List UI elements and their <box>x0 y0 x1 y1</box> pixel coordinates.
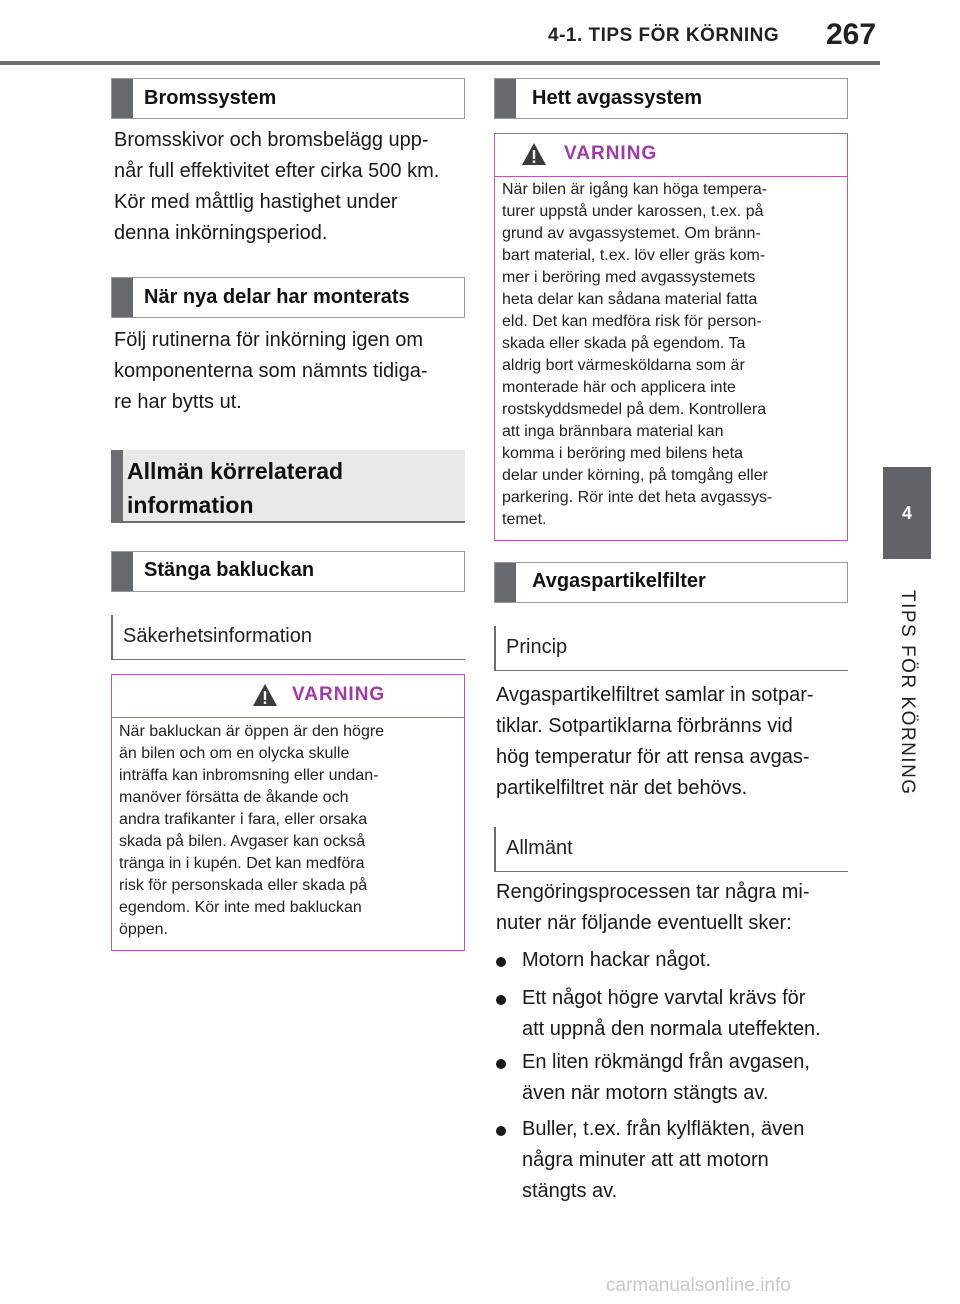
subheading-rule <box>494 871 848 872</box>
text-line: mer i beröring med avgassystemets <box>502 269 756 286</box>
heading-bar <box>112 278 133 317</box>
text-line: andra trafikanter i fara, eller orsaka <box>119 811 368 828</box>
section-heading-tailgate <box>111 551 465 592</box>
text-line: parkering. Rör inte det heta avgassys- <box>502 489 773 506</box>
text-line: inträffa kan inbromsning eller undan- <box>119 767 379 784</box>
text-line: att uppnå den normala uteffekten. <box>522 1018 821 1040</box>
chapter-label: TIPS FÖR KÖRNING <box>897 590 918 796</box>
text-line: nuter när följande eventuellt sker: <box>496 912 792 934</box>
subheading-principle <box>494 626 848 671</box>
text-line: även när motorn stängts av. <box>522 1082 769 1104</box>
warning-triangle-icon <box>252 683 278 707</box>
warning-header <box>495 134 847 177</box>
text-line: heta delar kan sådana material fatta <box>502 291 758 308</box>
text-line: komponenterna som nämnts tidiga- <box>114 360 428 382</box>
watermark: carmanualsonline.info <box>606 1275 791 1296</box>
text-line: När bakluckan är öppen är den högre <box>119 723 385 740</box>
text-line: tränga in i kupén. Det kan medföra <box>119 855 365 872</box>
heading-text: Hett avgassystem <box>532 87 703 109</box>
chapter-number: 4 <box>901 502 912 523</box>
heading-text <box>127 454 343 522</box>
bullet-text <box>522 983 821 1045</box>
heading-bar <box>495 79 516 118</box>
subheading-text: Princip <box>506 636 568 658</box>
bullet-text <box>522 1114 804 1207</box>
warning-triangle-icon <box>521 142 547 166</box>
text-line: når full effektivitet efter cirka 500 km. <box>114 160 440 182</box>
heading-text: Bromssystem <box>144 87 277 109</box>
text-line: En liten rökmängd från avgasen, <box>522 1051 810 1073</box>
text-line: Följ rutinerna för inkörning igen om <box>114 329 424 351</box>
heading-line: information <box>127 492 254 518</box>
heading-bar <box>112 552 133 591</box>
subheading-bar <box>111 615 113 660</box>
bullet-item <box>496 1047 846 1109</box>
text-line: att inga brännbara material kan <box>502 423 724 440</box>
text-line: När bilen är igång kan höga tempera- <box>502 181 768 198</box>
section-heading-brakes <box>111 78 465 119</box>
text-line: manöver försätta de åkande och <box>119 789 349 806</box>
subheading-rule <box>494 670 848 671</box>
subheading-general <box>494 827 848 872</box>
warning-box-tailgate <box>111 674 465 951</box>
heading-text: Avgaspartikelfilter <box>532 570 706 592</box>
header-rule <box>0 61 880 65</box>
text-line: aldrig bort värmesköldarna som är <box>502 357 745 374</box>
section-heading-particle-filter <box>494 562 848 603</box>
text-line: komma i beröring med bilens heta <box>502 445 744 462</box>
bullet-item <box>496 983 846 1045</box>
text-line: turer uppstå under karossen, t.ex. på <box>502 203 764 220</box>
text-line: Ett något högre varvtal krävs för <box>522 987 806 1009</box>
subheading-text: Allmänt <box>506 837 573 859</box>
heading-bar <box>495 563 516 602</box>
text-line: skada eller skada på egendom. Ta <box>502 335 746 352</box>
text-line: bart material, t.ex. löv eller gräs kom- <box>502 247 766 264</box>
text-line: stängts av. <box>522 1180 618 1202</box>
text-line: Bromsskivor och bromsbelägg upp- <box>114 129 429 151</box>
text-line: Buller, t.ex. från kylfläkten, även <box>522 1118 805 1140</box>
subheading-safety <box>111 615 465 660</box>
bullet-item <box>496 945 846 976</box>
bullet-item <box>496 1114 846 1207</box>
text-line: grund av avgassystemet. Om bränn- <box>502 225 761 242</box>
bullet-dot-icon <box>496 1126 506 1136</box>
general-paragraph <box>496 877 810 939</box>
text-line: risk för personskada eller skada på <box>119 877 368 894</box>
text-line: Avgaspartikelfiltret samlar in sotpar- <box>496 684 814 706</box>
text-line: temet. <box>502 511 547 528</box>
text-line: denna inkörningsperiod. <box>114 222 328 244</box>
heading-line: Allmän körrelaterad <box>127 458 344 484</box>
section-heading-new-parts <box>111 277 465 318</box>
text-line: eld. Det kan medföra risk för person- <box>502 313 762 330</box>
warning-text <box>502 179 839 531</box>
text-line: egendom. Kör inte med bakluckan <box>119 899 362 916</box>
text-line: hög temperatur för att rensa avgas- <box>496 746 810 768</box>
text-line: monterade här och applicera inte <box>502 379 736 396</box>
text-line: än bilen och om en olycka skulle <box>119 745 350 762</box>
bullet-text <box>522 945 711 976</box>
text-line: partikelfiltret när det behövs. <box>496 777 748 799</box>
subheading-bar <box>494 827 496 872</box>
warning-text <box>119 721 456 941</box>
new-parts-paragraph <box>114 325 428 418</box>
subheading-rule <box>111 659 465 660</box>
warning-title: VARNING <box>292 684 386 705</box>
text-line: re har bytts ut. <box>114 391 242 413</box>
section-heading-hot-exhaust <box>494 78 848 119</box>
text-line: några minuter att att motorn <box>522 1149 769 1171</box>
text-line: tiklar. Sotpartiklarna förbränns vid <box>496 715 793 737</box>
text-line: Rengöringsprocessen tar några mi- <box>496 881 810 903</box>
heading-text: När nya delar har monterats <box>144 286 410 308</box>
text-line: skada på bilen. Avgaser kan också <box>119 833 366 850</box>
warning-header <box>112 675 464 718</box>
text-line: delar under körning, på tomgång eller <box>502 467 768 484</box>
text-line: Motorn hackar något. <box>522 949 711 971</box>
page-number: 267 <box>826 18 877 51</box>
brakes-paragraph <box>114 125 439 249</box>
text-line: rostskyddsmedel på dem. Kontrollera <box>502 401 767 418</box>
bullet-text <box>522 1047 810 1109</box>
heading-rule <box>111 521 465 523</box>
subheading-bar <box>494 626 496 671</box>
running-header: 4-1. TIPS FÖR KÖRNING <box>548 25 780 46</box>
subheading-text: Säkerhetsinformation <box>123 625 312 647</box>
warning-title: VARNING <box>564 143 658 164</box>
principle-paragraph <box>496 680 814 804</box>
bullet-dot-icon <box>496 995 506 1005</box>
warning-box-exhaust <box>494 133 848 541</box>
heading-bar <box>112 79 133 118</box>
heading-text: Stänga bakluckan <box>144 559 315 581</box>
chapter-tab <box>883 467 931 559</box>
bullet-dot-icon <box>496 957 506 967</box>
text-line: Kör med måttlig hastighet under <box>114 191 398 213</box>
chapter-section-heading <box>111 450 465 523</box>
text-line: öppen. <box>119 921 168 938</box>
heading-bar <box>111 450 123 523</box>
bullet-dot-icon <box>496 1059 506 1069</box>
